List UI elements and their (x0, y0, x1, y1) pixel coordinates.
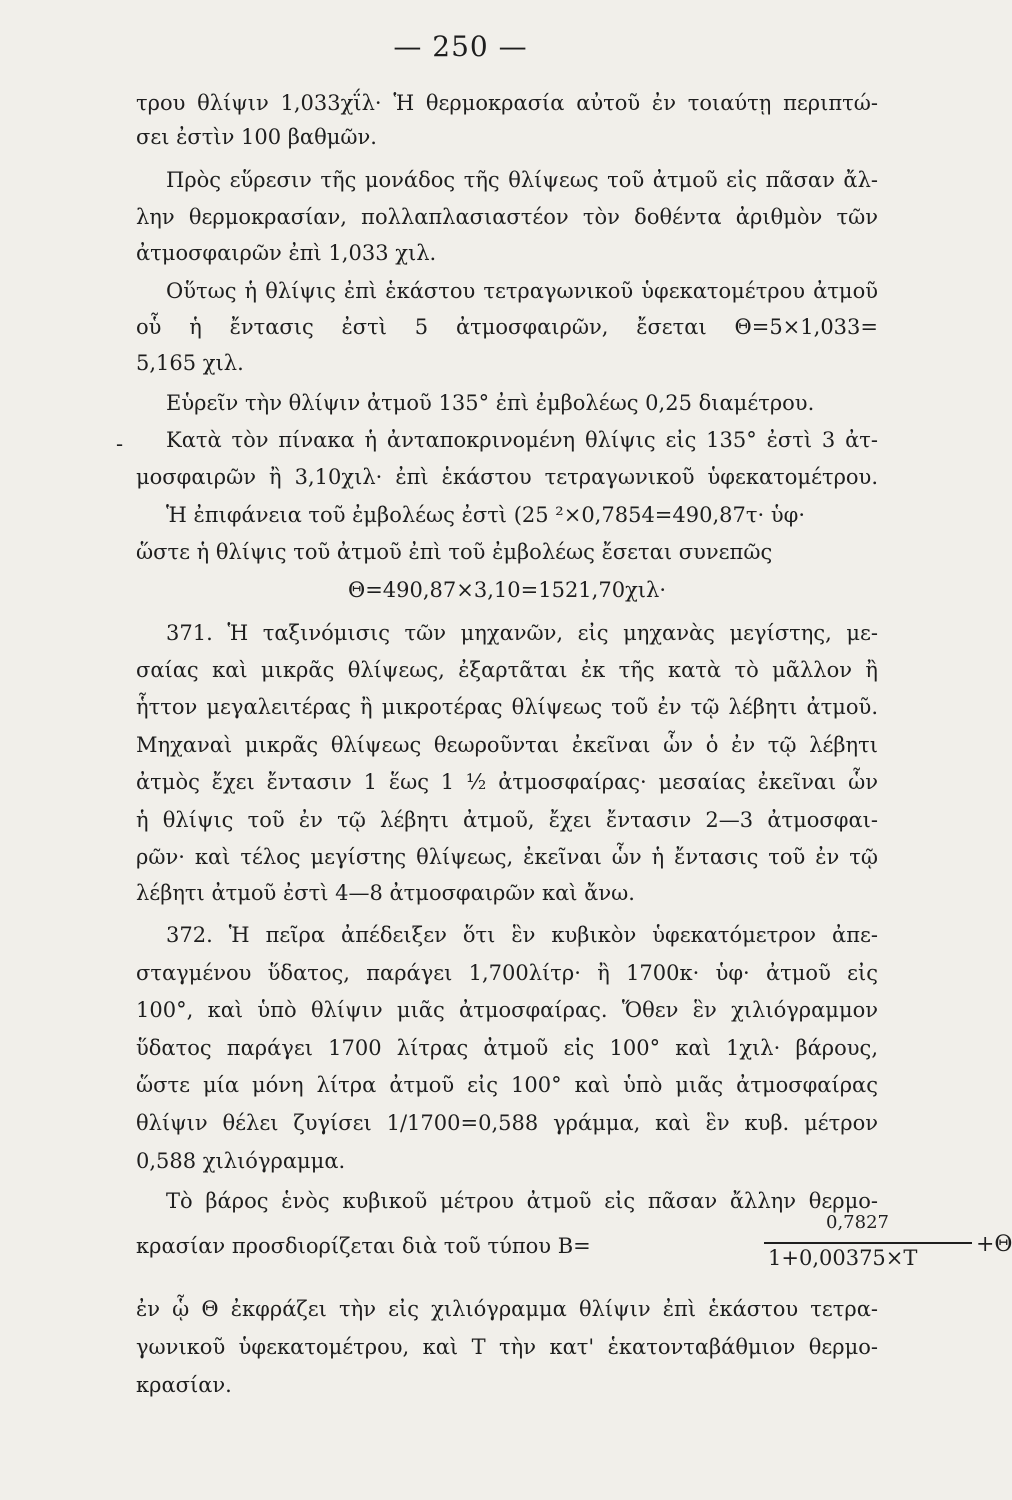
text-line: θλίψιν θέλει ζυγίσει 1/1700=0,588 γράμμα, καὶ ἓν κυβ. μέτρον (136, 1111, 878, 1135)
formula-prefix: κρασίαν προσδιορίζεται διὰ τοῦ τύπου B= (136, 1234, 591, 1258)
text-line: Τὸ βάρος ἑνὸς κυβικοῦ μέτρου ἀτμοῦ εἰς πᾶσαν ἄλλην θερμο- (166, 1189, 878, 1213)
text-line: Εὑρεῖν τὴν θλίψιν ἀτμοῦ 135° ἐπὶ ἐμβολέως 0,25 διαμέτρου. (166, 391, 815, 415)
equation-line: Θ=490,87×3,10=1521,70χιλ· (347, 578, 667, 602)
density-formula (136, 1212, 1012, 1274)
text-line: ὥστε ἡ θλίψις τοῦ ἀτμοῦ ἐπὶ τοῦ ἐμβολέως ἔσεται συνεπῶς (136, 540, 773, 564)
text-line: ἀτμοσφαιρῶν ἐπὶ 1,033 χιλ. (136, 241, 437, 265)
text-line: ἐν ᾧ Θ ἐκφράζει τὴν εἰς χιλιόγραμμα θλίψιν ἐπὶ ἑκάστου τετρα- (136, 1297, 878, 1321)
text-line: ὕδατος παράγει 1700 λίτρας ἀτμοῦ εἰς 100° καὶ 1χιλ· βάρους, (136, 1036, 878, 1060)
text-line: σταγμένου ὕδατος, παράγει 1,700λίτρ· ἢ 1700κ· ὑφ· ἀτμοῦ εἰς (136, 961, 878, 985)
text-line: 100°, καὶ ὑπὸ θλίψιν μιᾶς ἀτμοσφαίρας. Ὅθεν ἓν χιλιόγραμμον (136, 998, 878, 1022)
text-line: 372. Ἡ πεῖρα ἀπέδειξεν ὅτι ἓν κυβικὸν ὑφεκατόμετρον ἀπε- (166, 923, 878, 947)
text-line: Ἡ ἐπιφάνεια τοῦ ἐμβολέως ἐστὶ (25 ²×0,7854=490,87τ· ὑφ· (166, 503, 805, 527)
text-line: μοσφαιρῶν ἢ 3,10χιλ· ἐπὶ ἑκάστου τετραγωνικοῦ ὑφεκατομέτρου. (136, 465, 878, 489)
margin-mark: - (116, 432, 124, 456)
page-number: — 250 — (393, 30, 528, 63)
text-line: λην θερμοκρασίαν, πολλαπλασιαστέον τὸν δοθέντα ἀριθμὸν τῶν (136, 205, 878, 229)
text-line: ἧττον μεγαλειτέρας ἢ μικροτέρας θλίψεως τοῦ ἐν τῷ λέβητι ἀτμοῦ. (136, 695, 878, 719)
text-line: Μηχαναὶ μικρᾶς θλίψεως θεωροῦνται ἐκεῖναι ὧν ὁ ἐν τῷ λέβητι (136, 733, 878, 757)
text-line: ρῶν· καὶ τέλος μεγίστης θλίψεως, ἐκεῖναι ὧν ἡ ἔντασις τοῦ ἐν τῷ (136, 845, 878, 869)
text-line: 371. Ἡ ταξινόμισις τῶν μηχανῶν, εἰς μηχανὰς μεγίστης, με- (166, 621, 878, 645)
text-line: κρασίαν. (136, 1373, 232, 1397)
formula-denominator: 1+0,00375×T (768, 1246, 918, 1270)
text-line: 0,588 χιλιόγραμμα. (136, 1149, 346, 1173)
formula-numerator: 0,7827 (826, 1212, 889, 1233)
text-line: σαίας καὶ μικρᾶς θλίψεως, ἐξαρτᾶται ἐκ τῆς κατὰ τὸ μᾶλλον ἢ (136, 658, 878, 682)
text-line: σει ἐστὶν 100 βαθμῶν. (136, 125, 377, 149)
text-line: λέβητι ἀτμοῦ ἐστὶ 4—8 ἀτμοσφαιρῶν καὶ ἄνω. (136, 881, 635, 905)
text-line: ἡ θλίψις τοῦ ἐν τῷ λέβητι ἀτμοῦ, ἔχει ἔντασιν 2—3 ἀτμοσφαι- (136, 808, 878, 832)
text-line: ὥστε μία μόνη λίτρα ἀτμοῦ εἰς 100° καὶ ὑπὸ μιᾶς ἀτμοσφαίρας (136, 1073, 878, 1097)
text-line: οὗ ἡ ἔντασις ἐστὶ 5 ἀτμοσφαιρῶν, ἔσεται Θ=5×1,033= (136, 315, 878, 339)
formula-suffix: +Θ (976, 1232, 1012, 1257)
text-line: ἀτμὸς ἔχει ἔντασιν 1 ἕως 1 ½ ἀτμοσφαίρας· μεσαίας ἐκεῖναι ὧν (136, 770, 878, 794)
text-line: Κατὰ τὸν πίνακα ἡ ἀνταποκρινομένη θλίψις εἰς 135° ἐστὶ 3 ἀτ- (166, 428, 878, 452)
text-line: γωνικοῦ ὑφεκατομέτρου, καὶ T τὴν κατ' ἑκατονταβάθμιον θερμο- (136, 1335, 878, 1359)
text-line: 5,165 χιλ. (136, 351, 244, 375)
text-line: Οὕτως ἡ θλίψις ἐπὶ ἑκάστου τετραγωνικοῦ ὑφεκατομέτρου ἀτμοῦ (166, 279, 878, 303)
text-line: τρου θλίψιν 1,033χΐλ· Ἡ θερμοκρασία αὐτοῦ ἐν τοιαύτῃ περιπτώ- (136, 91, 878, 115)
fraction-bar (764, 1242, 972, 1244)
text-line: Πρὸς εὕρεσιν τῆς μονάδος τῆς θλίψεως τοῦ ἀτμοῦ εἰς πᾶσαν ἄλ- (166, 168, 878, 192)
